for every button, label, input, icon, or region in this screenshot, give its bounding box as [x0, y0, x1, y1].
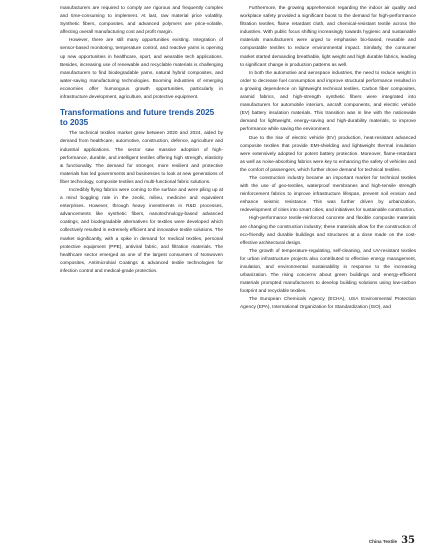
paragraph: In both the automotive and aerospace industries, the need to reduce weight in order to decrease fuel consumption and improve structural performance resulted in a growing dependence on lightweight technical textiles. Carbon fiber composites, aramid fabrics, and high-strength synthetic fibers were integrated into manufacturers for automobile interiors, aircraft components, and electric vehicle (EV) battery insulation materials. This transition was in line with the nationwide demand for lightweight, energy-saving and high-durability materials, to improve performance while saving the environment.: [240, 70, 416, 133]
paragraph: The construction industry became an important market for technical textiles with the use of geo-textiles, waterproof membranes and high-tensile strength reinforcement fabrics to improve infrastructure lifespan, prevent soil erosion and enhance seismic resistance. This was further driven by urbanization, redevelopment of cities into smart cities, and initiatives for sustainable construction.: [240, 175, 416, 214]
right-column: [240, 5, 416, 313]
paragraph: Incredibly flying fabrics were coming to the surface and were piling up at a mind boggling rate in the zeolic, milieu, medicine and equivalent enterprises. However, through heavy investments in R&D processes, advancements like synthetic fibers, nanotechnology-based advanced coatings, and biodegradable alternatives for textiles were developed which collectively resulted in extremely efficient and innovative textile solutions. The market significantly, with a spike in demand for medical textiles, personal protective equipment (PPE), antiviral fabric, and filtration materials. The healthcare sector emerged as one of the largest consumers of Nonwoven composites, Antimicrobial Coatings & advanced textile technologies for infection control and medical-grade protection.: [60, 187, 223, 274]
paragraph: The growth of temperature-regulating, self-cleaning, and UV-resistant textiles for urban infrastructure projects also contributed to effective energy management, insulation, and environmental sustainability in response to the increasing urbanization. The rising concerns about green buildings and energy-efficient materials prompted manufacturers to develop building solutions using low-carbon footprint and recyclable textiles.: [240, 248, 416, 295]
paragraph: Furthermore, the growing apprehension regarding the indoor air quality and workplace safety provided a significant boost to the demand for high-performance filtration textiles, flame retardant cloth, and chemical-resistant textile across the industries. With public focus shifting increasingly towards hygienic and sustainable materials manufacturers were urged to emphasise bio-based, reusable and compostable textiles to reduce environmental impact. Similarly, the consumer market started demanding breathable, light weight and high durable fabrics, leading to significant change in production patterns as well.: [240, 6, 416, 68]
paragraph: The technical textiles market grew between 2020 and 2024, aided by demand from healthcare, automotive, construction, defence, agriculture and industrial applications. The sector saw massive adoption of high-performance, durable, and intelligent textiles offering high strength, elasticity & functionality. The demand for stronger, more resilient and protective materials has led governments and businesses to look at new generations of fiber technology, composite textiles and multi-functional fabric solutions.: [60, 131, 223, 185]
magazine-name: China Textile: [368, 539, 398, 544]
page-footer: [369, 535, 415, 546]
page-number: 35: [401, 535, 415, 546]
paragraph: manufacturers are required to comply are rigorous and frequently complex and time-consuming to implement. At last, raw material price volatility. Synthetic fibers, composites, and advanced polymers are price-volatile, affecting overall manufacturing cost and profit margin.: [60, 6, 223, 36]
section-heading: Transformations and future trends 2025 to 2035: [60, 108, 215, 127]
left-column: [60, 5, 223, 276]
paragraph: However, there are still many opportunities existing. Integration of sensor-based monitoring, temperature control, and reactive yarns is opening up new opportunities in healthcare, sport, and wearable tech applications. Besides, increasing use of renewable and recyclable materials is challenging manufacturers to find biodegradable yarns, natural hybrid composites, and water-saving manufacturing technologies. Booming industries of emerging economies offer humongous growth opportunities, particularly in infrastructure development, agriculture, and protective equipment.: [60, 38, 223, 101]
paragraph: Due to the rise of electric vehicle (EV) production, heat-resistant advanced composite textiles that provide EMI-shielding and lightweight thermal insulation were extensively adopted for potent battery protection. Moreover, flame-retardant as well as noise-absorbing fabrics were key to enhancing the safety of vehicles and the comfort of passengers, which further drove demand for technical textiles.: [240, 135, 416, 173]
paragraph: High-performance textile-reinforced concrete and flexible composite materials are changing the construction industry; these materials allow for the construction of eco-friendly and durable buildings and structures at a dose made on the cost-effective architectural design.: [240, 216, 416, 246]
paragraph: The European Chemicals Agency (ECHA), USA Environmental Protection Agency (EPA), International Organization for Standardization (ISO), and: [240, 297, 416, 311]
